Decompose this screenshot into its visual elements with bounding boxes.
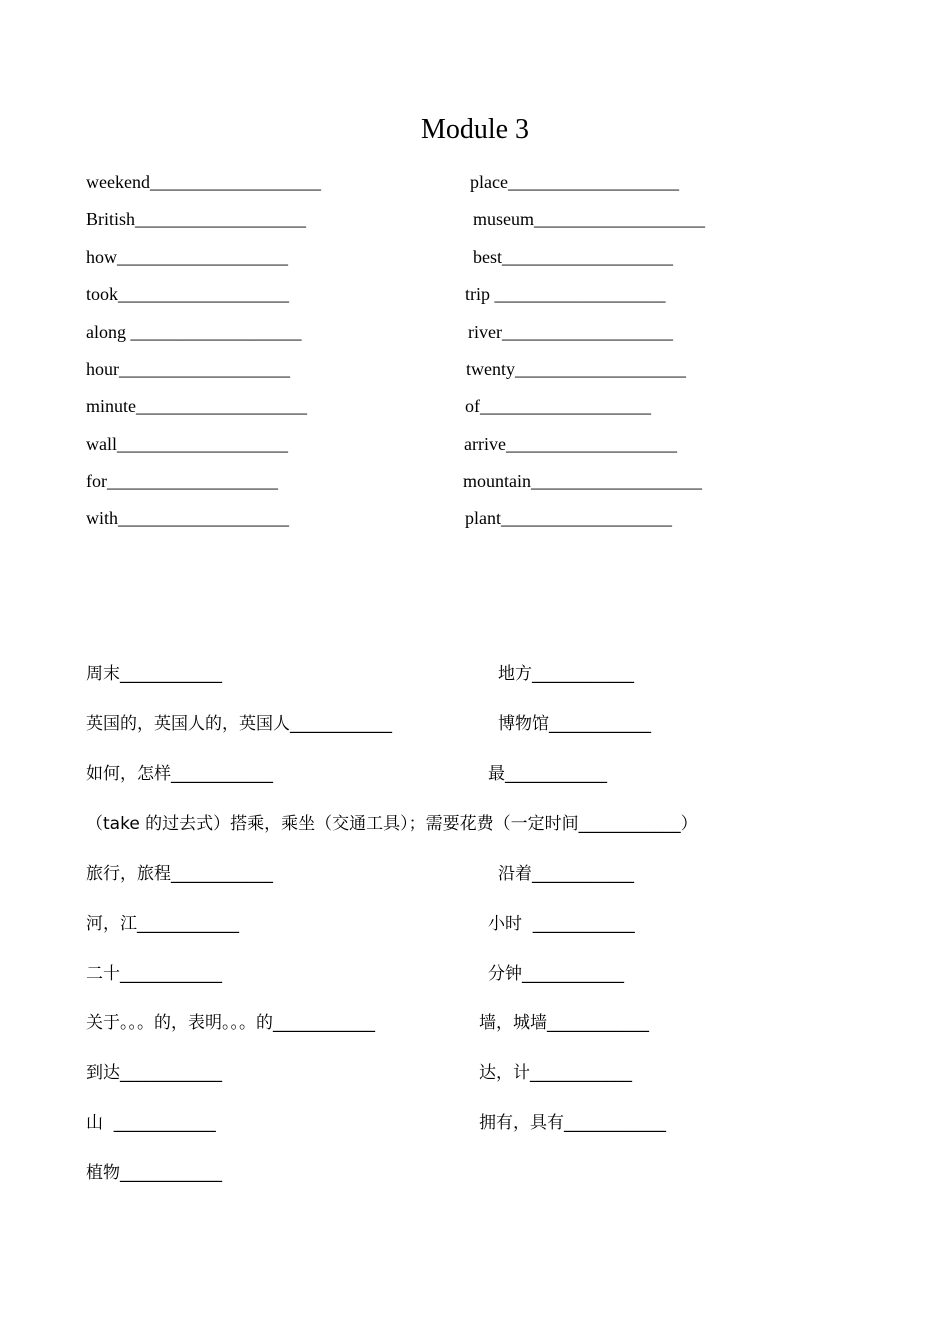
vocab-item-cn: 关于。。。的，表明。。。的____________ <box>86 1013 375 1033</box>
vocab-item-en: British___________________ <box>86 209 307 229</box>
vocab-item-en: museum___________________ <box>473 209 705 229</box>
vocab-item-en: twenty___________________ <box>466 359 686 379</box>
vocab-item-en: along ___________________ <box>86 322 302 342</box>
vocab-item-cn: 河，江____________ <box>86 914 239 934</box>
vocab-item-cn: 沿着____________ <box>498 864 634 884</box>
vocab-item-cn: 分钟____________ <box>488 964 624 984</box>
vocab-item-cn: 最____________ <box>488 764 607 784</box>
vocab-item-en: place___________________ <box>470 172 679 192</box>
page-title: Module 3 <box>420 114 530 145</box>
vocab-item-en: took___________________ <box>86 284 290 304</box>
vocab-item-cn: 到达____________ <box>86 1063 222 1083</box>
vocab-item-cn: 山 ____________ <box>86 1113 216 1133</box>
vocab-item-en: hour___________________ <box>86 359 290 379</box>
vocab-item-en: mountain___________________ <box>463 471 702 491</box>
vocab-item-en: how___________________ <box>86 247 288 267</box>
vocab-item-cn: 拥有，具有____________ <box>479 1113 666 1133</box>
vocab-item-en: for___________________ <box>86 471 278 491</box>
vocab-item-en: of___________________ <box>465 396 651 416</box>
vocab-item-en: wall___________________ <box>86 434 288 454</box>
vocab-item-cn: 旅行，旅程____________ <box>86 864 273 884</box>
vocab-item-en: arrive___________________ <box>464 434 677 454</box>
vocab-item-cn: 植物____________ <box>86 1163 222 1183</box>
vocab-item-en: weekend___________________ <box>86 172 321 192</box>
vocab-item-cn: 墙，城墙____________ <box>479 1013 649 1033</box>
vocab-item-en: trip ___________________ <box>465 284 666 304</box>
vocab-item-en: best___________________ <box>473 247 673 267</box>
vocab-item-en: with___________________ <box>86 508 290 528</box>
vocab-item-cn: 周末____________ <box>86 664 222 684</box>
vocab-item-cn: 二十____________ <box>86 964 222 984</box>
vocab-item-en: river___________________ <box>468 322 673 342</box>
vocab-item-cn: 地方____________ <box>498 664 634 684</box>
vocab-item-en: plant___________________ <box>465 508 672 528</box>
vocab-item-cn: 如何，怎样____________ <box>86 764 273 784</box>
vocab-item-cn: （take 的过去式）搭乘，乘坐（交通工具）；需要花费（一定时间____________） <box>86 814 698 834</box>
vocab-item-cn: 博物馆____________ <box>498 714 651 734</box>
vocab-item-en: minute___________________ <box>86 396 307 416</box>
vocab-item-cn: 达，计____________ <box>479 1063 632 1083</box>
vocab-item-cn: 小时 ____________ <box>488 914 635 934</box>
vocab-item-cn: 英国的，英国人的，英国人____________ <box>86 714 392 734</box>
